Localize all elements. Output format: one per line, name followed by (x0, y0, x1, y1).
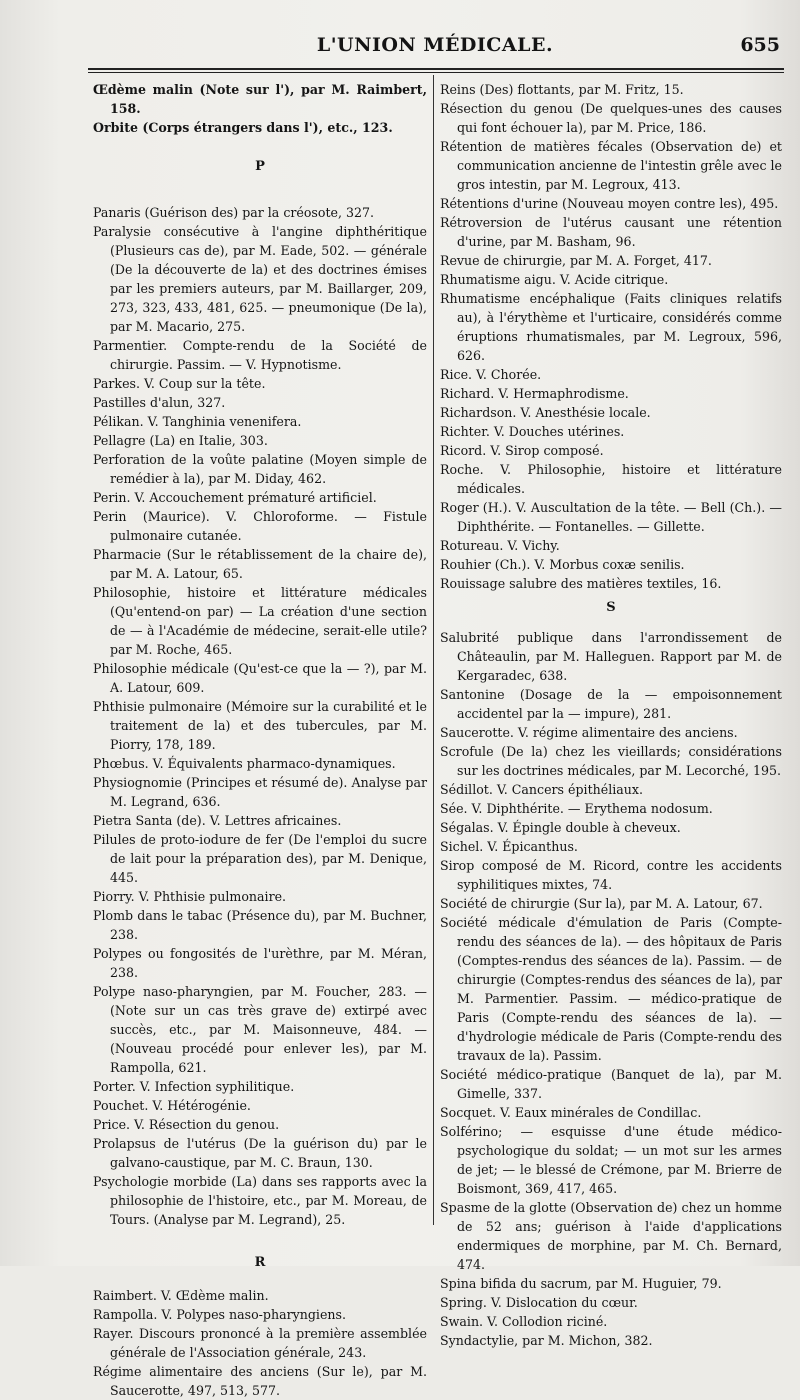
index-entry: Rétentions d'urine (Nouveau moyen contre les), 495. (440, 196, 779, 211)
index-entry: Rice. V. Chorée. (440, 367, 542, 382)
index-entry: Pilules de proto-iodure de fer (De l'emploi du sucre de lait pour la préparation des), par M. Denique, 445. (93, 832, 427, 885)
column-divider (433, 75, 434, 1225)
index-entry: Rétroversion de l'utérus causant une rétention d'urine, par M. Basham, 96. (440, 215, 782, 249)
index-entry: Piorry. V. Phthisie pulmonaire. (93, 889, 287, 904)
index-entry: Rhumatisme aigu. V. Acide citrique. (440, 272, 669, 287)
index-entry: Salubrité publique dans l'arrondissement de Châteaulin, par M. Halleguen. Rapport par M. de Kergaradec, 638. (440, 630, 782, 683)
index-entry: Ricord. V. Sirop composé. (440, 443, 604, 458)
index-entry: Pouchet. V. Hétérogénie. (93, 1098, 251, 1113)
index-entry: Phthisie pulmonaire (Mémoire sur la curabilité et le traitement de la) et des tubercules, par M. Piorry, 178, 189. (93, 699, 427, 752)
index-entry: Orbite (Corps étrangers dans l'), etc., 123. (93, 120, 393, 135)
index-column-left (93, 80, 427, 1400)
index-entry: Saucerotte. V. régime alimentaire des anciens. (440, 725, 738, 740)
index-entry: Perin (Maurice). V. Chloroforme. — Fistule pulmonaire cutanée. (93, 509, 427, 543)
index-entry: Paralysie consécutive à l'angine diphthéritique (Plusieurs cas de), par M. Eade, 502. — générale (De la découverte de la) et des doctrines émises par les premiers auteurs, par M. Baillarger, 209, 273, 323, 433, 481, 625. — pneumonique (De la), par M. Macario, 275. (93, 224, 427, 334)
index-entry: Phœbus. V. Équivalents pharmaco-dynamiques. (93, 756, 396, 771)
index-entry: Revue de chirurgie, par M. A. Forget, 417. (440, 253, 712, 268)
index-entry: Philosophie, histoire et littérature médicales (Qu'entend-on par) — La création d'une section de — à l'Académie de médecine, serait-elle utile? par M. Roche, 465. (93, 585, 427, 657)
index-entry: Rhumatisme encéphalique (Faits cliniques relatifs au), à l'érythème et l'urticaire, considérés comme éruptions rhumatismales, par M. Legroux, 596, 626. (440, 291, 782, 363)
index-entry: Perforation de la voûte palatine (Moyen simple de remédier à la), par M. Diday, 462. (93, 452, 427, 486)
index-entry: Polype naso-pharyngien, par M. Foucher, 283. — (Note sur un cas très grave de) extirpé avec succès, etc., par M. Maisonneuve, 484. — (Nouveau procédé pour enlever les), par M. Rampolla, 621. (93, 984, 427, 1075)
index-entry: Richter. V. Douches utérines. (440, 424, 625, 439)
index-entry: Price. V. Résection du genou. (93, 1117, 280, 1132)
index-entry: Société médicale d'émulation de Paris (Compte-rendu des séances de la). — des hôpitaux de Paris (Comptes-rendus des séances de la). Passim. — de chirurgie (Comptes-rendus des séances de la), par M. Parmentier. Passim. — médico-pratique de Paris (Compte-rendu des séances de la). — d'hydrologie médicale de Paris (Compte-rendu des travaux de la). Passim. (440, 915, 782, 1063)
index-entry: Rouhier (Ch.). V. Morbus coxæ senilis. (440, 557, 685, 572)
index-entry: Société de chirurgie (Sur la), par M. A. Latour, 67. (440, 896, 763, 911)
index-entry: Physiognomie (Principes et résumé de). Analyse par M. Legrand, 636. (93, 775, 427, 809)
header-rule (88, 68, 784, 70)
index-entry: Panaris (Guérison des) par la créosote, 327. (93, 205, 375, 220)
index-entry: Psychologie morbide (La) dans ses rapports avec la philosophie de l'histoire, etc., par M. Moreau, de Tours. (Analyse par M. Legrand), 25. (93, 1174, 427, 1227)
index-entry: Pastilles d'alun, 327. (93, 395, 226, 410)
index-entry: Sichel. V. Épicanthus. (440, 839, 578, 854)
index-entry: Polypes ou fongosités de l'urèthre, par M. Méran, 238. (93, 946, 427, 980)
index-entry: Scrofule (De la) chez les vieillards; considérations sur les doctrines médicales, par M. Lecorché, 195. (440, 744, 782, 778)
index-entry: Syndactylie, par M. Michon, 382. (440, 1333, 653, 1348)
index-entry: Porter. V. Infection syphilitique. (93, 1079, 295, 1094)
index-entry: Reins (Des) flottants, par M. Fritz, 15. (440, 82, 684, 97)
header-rule-thin (88, 72, 784, 73)
index-entry: Spina bifida du sacrum, par M. Huguier, 79. (440, 1276, 722, 1291)
section-letter-r: R (254, 1255, 266, 1270)
index-entry: Philosophie médicale (Qu'est-ce que la — ?), par M. A. Latour, 609. (93, 661, 427, 695)
page-number: 655 (740, 34, 780, 56)
index-entry: Solférino; — esquisse d'une étude médico-psychologique du soldat; — un mot sur les armes de jet; — le blessé de Crémone, par M. Brierre de Boismont, 369, 417, 465. (440, 1124, 782, 1196)
index-entry: Perin. V. Accouchement prématuré artificiel. (93, 490, 377, 505)
index-entry: Spasme de la glotte (Observation de) chez un homme de 52 ans; guérison à l'aide d'applications endermiques de morphine, par M. Ch. Bernard, 474. (440, 1200, 782, 1272)
index-entry: Pellagre (La) en Italie, 303. (93, 433, 268, 448)
index-entry: Société médico-pratique (Banquet de la), par M. Gimelle, 337. (440, 1067, 782, 1101)
index-entry: Santonine (Dosage de la — empoisonnement accidentel par la — impure), 281. (440, 687, 782, 721)
index-entry: Prolapsus de l'utérus (De la guérison du) par le galvano-caustique, par M. C. Braun, 130. (93, 1136, 427, 1170)
index-entry: Roger (H.). V. Auscultation de la tête. — Bell (Ch.). — Diphthérite. — Fontanelles. — Gillette. (440, 500, 782, 534)
index-entry: Rétention de matières fécales (Observation de) et communication ancienne de l'intestin grêle avec le gros intestin, par M. Legroux, 413. (440, 139, 782, 192)
index-entry: Pietra Santa (de). V. Lettres africaines. (93, 813, 342, 828)
index-column-right (440, 80, 782, 1350)
index-entry: Rotureau. V. Vichy. (440, 538, 560, 553)
index-entry: Parmentier. Compte-rendu de la Société de chirurgie. Passim. — V. Hypnotisme. (93, 338, 427, 372)
index-entry: Sédillot. V. Cancers épithéliaux. (440, 782, 643, 797)
index-entry: Rouissage salubre des matières textiles, 16. (440, 576, 722, 591)
section-letter-s: S (606, 600, 616, 615)
index-entry: Roche. V. Philosophie, histoire et littérature médicales. (440, 462, 782, 496)
index-entry: Pharmacie (Sur le rétablissement de la chaire de), par M. A. Latour, 65. (93, 547, 427, 581)
index-entry: Socquet. V. Eaux minérales de Condillac. (440, 1105, 702, 1120)
index-entry: Rampolla. V. Polypes naso-pharyngiens. (93, 1307, 346, 1322)
index-entry: Rayer. Discours prononcé à la première assemblée générale de l'Association générale, 243. (93, 1326, 427, 1360)
index-entry: Raimbert. V. Œdème malin. (93, 1288, 269, 1303)
index-entry: Sée. V. Diphthérite. — Erythema nodosum. (440, 801, 713, 816)
index-entry: Régime alimentaire des anciens (Sur le), par M. Saucerotte, 497, 513, 577. (93, 1364, 427, 1398)
index-entry: Swain. V. Collodion riciné. (440, 1314, 608, 1329)
running-header (90, 28, 780, 68)
index-entry: Parkes. V. Coup sur la tête. (93, 376, 266, 391)
index-entry: Pélikan. V. Tanghinia venenifera. (93, 414, 302, 429)
journal-title: L'UNION MÉDICALE. (316, 34, 554, 56)
index-entry: Ségalas. V. Épingle double à cheveux. (440, 820, 681, 835)
index-entry: Richard. V. Hermaphrodisme. (440, 386, 629, 401)
index-entry: Résection du genou (De quelques-unes des causes qui font échouer la), par M. Price, 186. (440, 101, 782, 135)
index-entry: Sirop composé de M. Ricord, contre les accidents syphilitiques mixtes, 74. (440, 858, 782, 892)
index-entry: Richardson. V. Anesthésie locale. (440, 405, 651, 420)
index-entry: Plomb dans le tabac (Présence du), par M. Buchner, 238. (93, 908, 427, 942)
index-entry: Œdème malin (Note sur l'), par M. Raimbert, 158. (93, 82, 427, 116)
section-letter-p: P (255, 159, 265, 174)
index-entry: Spring. V. Dislocation du cœur. (440, 1295, 638, 1310)
